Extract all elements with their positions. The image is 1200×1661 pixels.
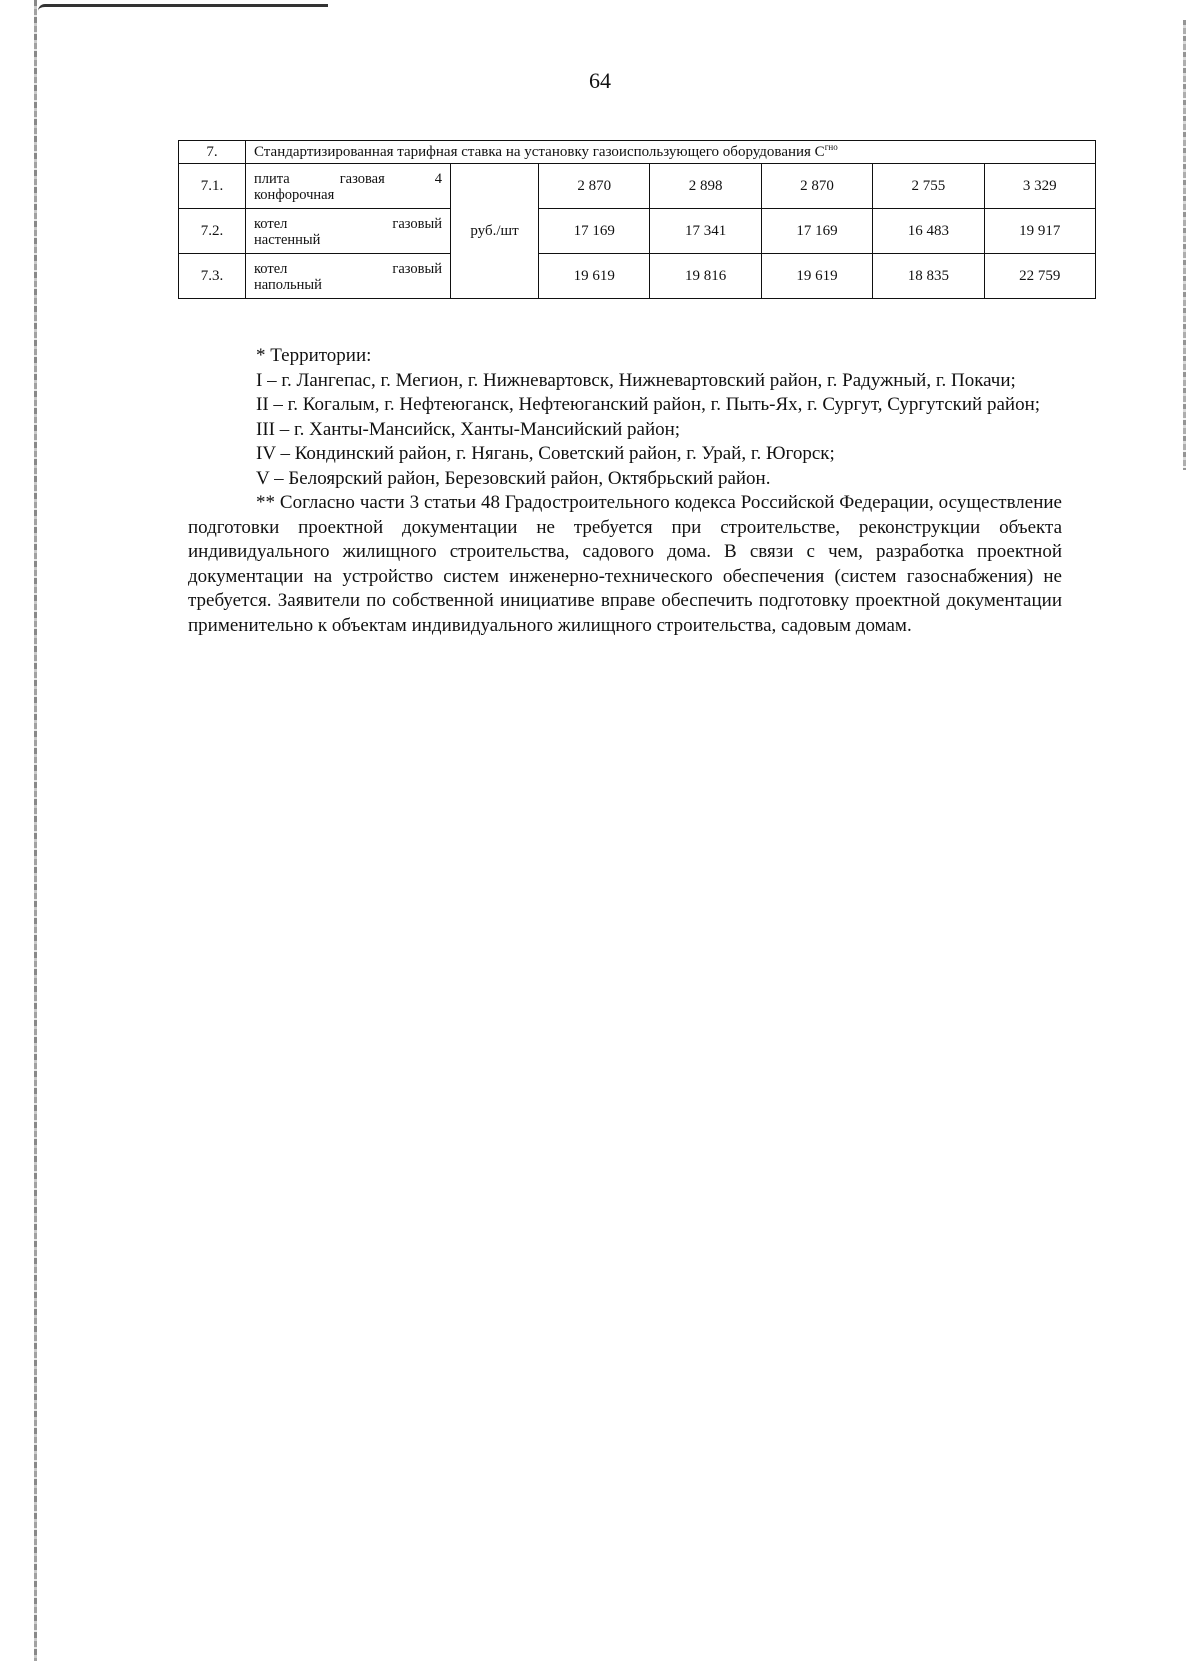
value-cell: 2 898 [650,164,761,209]
row-number: 7.3. [179,254,246,299]
value-cell: 19 917 [984,209,1095,254]
header-title-superscript: гно [824,142,838,152]
unit-cell: руб./шт [451,164,539,299]
row-number: 7.2. [179,209,246,254]
territory-item: IV – Кондинский район, г. Нягань, Советский район, г. Урай, г. Югорск; [256,443,835,464]
row-name [246,254,451,299]
table-header-row [179,141,1096,164]
header-number: 7. [179,141,246,164]
row-name [246,209,451,254]
row-name-line: котел газовый [254,216,442,232]
row-name-line: плита газовая 4 [254,171,442,187]
value-cell: 19 619 [539,254,650,299]
row-name-line: напольный [254,277,322,293]
territory-item: III – г. Ханты-Мансийск, Ханты-Мансийский район; [256,418,681,440]
table-row [179,254,1096,299]
footnotes [188,344,1062,638]
value-cell: 3 329 [984,164,1095,209]
row-name [246,164,451,209]
value-cell: 22 759 [984,254,1095,299]
header-title-text: Стандартизированная тарифная ставка на установку газоиспользующего оборудования С [254,144,825,160]
territory-item: II – г. Когалым, г. Нефтеюганск, Нефтеюганский район, г. Пыть-Ях, г. Сургут, Сургутский район; [256,394,1041,415]
scan-edge-top [38,4,328,11]
value-cell: 17 169 [539,209,650,254]
footnote-paragraph: ** Согласно части 3 статьи 48 Градостроительного кодекса Российской Федерации, осуществление подготовки проектной документации не требуется при строительстве, реконструкции объекта индивидуального жилищного строительства, садового дома. В связи с чем, разработка проектной документации на устройство систем инженерно-технического обеспечения (систем газоснабжения) не требуется. Заявители по собственной инициативе вправе обеспечить подготовку проектной документации применительно к объектам индивидуального жилищного строительства, садовым домам. [188,492,1062,636]
value-cell: 2 870 [539,164,650,209]
territories-heading: * Территории: [256,345,372,366]
table-row [179,164,1096,209]
row-number: 7.1. [179,164,246,209]
scan-edge-right [1183,20,1186,470]
territory-item: V – Белоярский район, Березовский район, Октябрьский район. [256,467,771,489]
territory-item: I – г. Лангепас, г. Мегион, г. Нижневартовск, Нижневартовский район, г. Радужный, г. Покачи; [256,369,1016,391]
value-cell: 17 169 [761,209,872,254]
value-cell: 18 835 [873,254,984,299]
value-cell: 2 870 [761,164,872,209]
value-cell: 19 816 [650,254,761,299]
row-name-line: котел газовый [254,261,442,277]
row-name-line: настенный [254,232,321,248]
table-row [179,209,1096,254]
row-name-line: конфорочная [254,187,335,203]
value-cell: 19 619 [761,254,872,299]
header-title [246,141,1096,164]
page-number: 64 [589,68,611,93]
value-cell: 17 341 [650,209,761,254]
tariff-table [178,140,1096,299]
value-cell: 16 483 [873,209,984,254]
value-cell: 2 755 [873,164,984,209]
scan-edge-left [34,0,37,1661]
